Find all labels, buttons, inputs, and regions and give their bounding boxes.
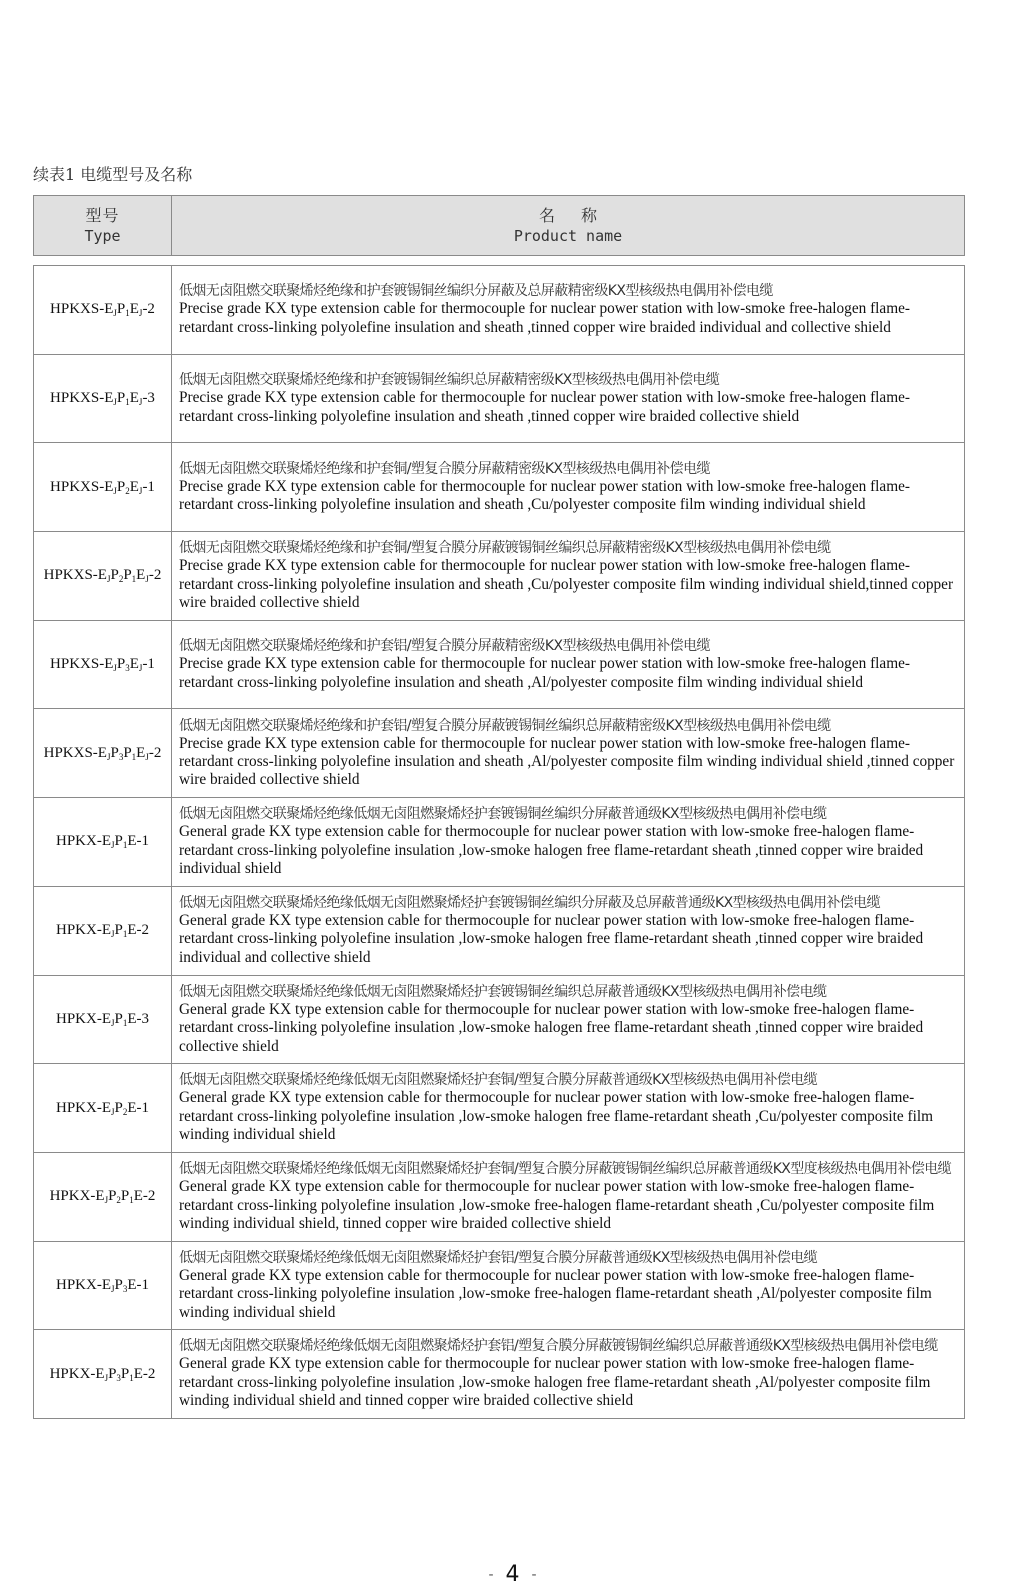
product-name [172,709,965,798]
cable-type-subscript: J [138,308,143,319]
cable-type-subscript: 1 [129,1195,134,1206]
cable-type-text: HPKXS-E [43,744,107,761]
table-row [34,1241,965,1330]
table-row [34,798,965,887]
cable-type-text: -2 [148,567,162,584]
cable-type-text: HPKX-E [55,1099,111,1116]
cable-type-text: P [110,567,119,584]
cable-type-text: P [120,1188,130,1205]
cable-type-text: P [114,833,123,850]
product-name-cn: 低烟无卤阻燃交联聚烯烃绝缘低烟无卤阻燃聚烯烃护套镀锡铜丝编织总屏蔽普通级KX型核级热电偶用补偿电缆 [179,983,827,1000]
product-name-cn: 低烟无卤阻燃交联聚烯烃绝缘低烟无卤阻燃聚烯烃护套铝/塑复合膜分屏蔽镀锡铜丝编织总屏蔽普通级KX型核级热电偶用补偿电缆 [179,1338,938,1355]
cable-type-subscript: J [110,1283,115,1294]
cable-type-text: E-3 [127,1010,150,1027]
cable-type-text: HPKXS-E [43,567,107,584]
cable-type-text: P [116,478,126,495]
cable-type-subscript: 1 [125,308,130,319]
table-row [34,443,965,532]
cable-type-text: P [116,656,126,673]
product-name [172,354,965,443]
cable-type [34,1064,172,1153]
cable-type-text: HPKX-E [55,833,111,850]
cable-type [34,443,172,532]
cable-type-text: P [114,1099,123,1116]
cable-type-subscript: J [106,751,111,762]
product-name-cn: 低烟无卤阻燃交联聚烯烃绝缘低烟无卤阻燃聚烯烃护套铝/塑复合膜分屏蔽普通级KX型核级热电偶用补偿电缆 [179,1249,818,1266]
product-name-cn: 低烟无卤阻燃交联聚烯烃绝缘低烟无卤阻燃聚烯烃护套镀锡铜丝编织分屏蔽普通级KX型核级热电偶用补偿电缆 [179,806,827,823]
cable-type-text: -1 [142,478,155,495]
cable-type [34,1241,172,1330]
product-name [172,1241,965,1330]
cable-type-text: P [110,744,119,761]
table-row [34,532,965,621]
cable-type-text: HPKX-E [55,1276,111,1293]
cable-type [34,532,172,621]
page-footer [0,1562,1025,1587]
product-name-cn: 低烟无卤阻燃交联聚烯烃绝缘和护套铝/塑复合膜分屏蔽镀锡铜丝编织总屏蔽精密级KX型核级热电偶用补偿电缆 [179,717,831,734]
table-row [34,886,965,975]
product-name-cn: 低烟无卤阻燃交联聚烯烃绝缘和护套铜/塑复合膜分屏蔽精密级KX型核级热电偶用补偿电缆 [179,460,710,477]
product-name-en: Precise grade KX type extension cable for thermocouple for nuclear power station with low-smoke free-halogen flame-retardant cross-linking polyolefine insulation and sheath ,tinned copper wire braided individual and collective shield [179,300,911,336]
cable-type-text: HPKX-E [55,1010,111,1027]
product-name-cn: 低烟无卤阻燃交联聚烯烃绝缘低烟无卤阻燃聚烯烃护套铜/塑复合膜分屏蔽普通级KX型核级热电偶用补偿电缆 [179,1072,818,1089]
table-row [34,620,965,709]
product-name [172,1330,965,1419]
cable-type-subscript: 2 [122,1106,128,1117]
cable-type [34,1152,172,1241]
product-name [172,443,965,532]
cable-type-text: -1 [142,656,155,673]
cable-type-text: -3 [142,390,155,407]
cable-type-subscript: 3 [125,663,130,674]
cable-type-text: HPKX-E [49,1365,105,1382]
cable-type-subscript: 1 [122,1017,128,1028]
table-header [33,195,965,256]
product-name [172,620,965,709]
cable-type-text: -2 [148,744,162,761]
cable-type-text: HPKX-E [55,922,111,939]
cable-type-text: P [123,567,132,584]
cable-table [33,265,965,1419]
cable-type-subscript: J [110,1106,115,1117]
cable-type-subscript: J [138,485,143,496]
cable-type [34,1330,172,1419]
table-row [34,1330,965,1419]
cable-type [34,266,172,355]
cable-type [34,886,172,975]
product-name-en: General grade KX type extension cable for thermocouple for nuclear power station with low-smoke free-halogen flame-retardant cross-linking polyolefine insulation ,low-smoke halogen free flame-retardant sheath ,Cu/polyester composite film winding individual shield [179,1089,933,1144]
cable-type [34,798,172,887]
cable-type-subscript: J [113,397,117,408]
page-dash-left: - [488,1567,494,1583]
header-name-cn: 名称 [538,205,623,225]
product-name [172,532,965,621]
product-name-cn: 低烟无卤阻燃交联聚烯烃绝缘低烟无卤阻燃聚烯烃护套镀锡铜丝编织分屏蔽及总屏蔽普通级KX型核级热电偶用补偿电缆 [179,895,880,912]
product-name-en: General grade KX type extension cable for thermocouple for nuclear power station with low-smoke free-halogen flame-retardant cross-linking polyolefine insulation ,low-smoke free-halogen flame-retardant sheath ,Al/polyester composite film winding individual shield [179,1266,932,1321]
cable-type-subscript: 3 [118,751,124,762]
cable-type-text: P [114,1276,123,1293]
cable-type-subscript: 1 [129,1372,134,1383]
product-name [172,886,965,975]
table-row [34,1064,965,1153]
cable-type-text: HPKXS-E [50,390,114,407]
cable-type-subscript: J [104,1372,109,1383]
product-name-en: General grade KX type extension cable for thermocouple for nuclear power station with low-smoke free-halogen flame-retardant cross-linking polyolefine insulation ,low-smoke halogen free flame-retardant sheath ,Al/polyester composite film winding individual shield and tinned copper wire braided collective shield [179,1355,931,1410]
header-type-cn: 型号 [85,205,120,225]
cable-type-text: P [123,744,132,761]
product-name-cn: 低烟无卤阻燃交联聚烯烃绝缘低烟无卤阻燃聚烯烃护套铜/塑复合膜分屏蔽镀锡铜丝编织总屏蔽普通级KX型度核级热电偶用补偿电缆 [179,1161,952,1178]
cable-type-subscript: 2 [116,1195,121,1206]
product-name-en: Precise grade KX type extension cable for thermocouple for nuclear power station with low-smoke free-halogen flame-retardant cross-linking polyolefine insulation and sheath ,Cu/polyester composite film winding individual shield,tinned copper wire braided collective shield [179,557,954,612]
cable-type-text: P [114,1010,123,1027]
product-name-cn: 低烟无卤阻燃交联聚烯烃绝缘和护套铜/塑复合膜分屏蔽镀锡铜丝编织总屏蔽精密级KX型核级热电偶用补偿电缆 [179,540,831,557]
cable-table-body [34,266,965,1419]
product-name [172,1064,965,1153]
cable-type-subscript: 3 [116,1372,121,1383]
cable-type-subscript: 1 [131,751,137,762]
product-name [172,798,965,887]
product-name-en: Precise grade KX type extension cable for thermocouple for nuclear power station with low-smoke free-halogen flame-retardant cross-linking polyolefine insulation and sheath ,Al/polyester composite film winding individual shield ,tinned copper wire braided collective shield [179,734,955,789]
cable-type-subscript: J [145,751,149,762]
product-name-en: General grade KX type extension cable for thermocouple for nuclear power station with low-smoke free-halogen flame-retardant cross-linking polyolefine insulation ,low-smoke halogen free flame-retardant sheath ,tinned copper wire braided individual shield [179,823,924,878]
cable-type-text: -2 [142,301,155,318]
table-caption: 续表1 电缆型号及名称 [33,165,193,184]
cable-type-subscript: 1 [125,397,130,408]
cable-type-subscript: J [110,840,115,851]
product-name-cn: 低烟无卤阻燃交联聚烯烃绝缘和护套铝/塑复合膜分屏蔽精密级KX型核级热电偶用补偿电缆 [179,638,710,655]
cable-type-text: E [129,478,139,495]
cable-type-subscript: J [113,663,117,674]
cable-type-text: P [120,1365,130,1382]
cable-type-text: P [116,390,126,407]
cable-type-subscript: J [113,308,117,319]
cable-type-text: P [108,1365,117,1382]
cable-type-text: E [129,656,139,673]
cable-type-subscript: 1 [131,574,137,585]
product-name-en: General grade KX type extension cable for thermocouple for nuclear power station with low-smoke free-halogen flame-retardant cross-linking polyolefine insulation ,low-smoke halogen free flame-retardant sheath ,tinned copper wire braided collective shield [179,1000,924,1055]
product-name-en: Precise grade KX type extension cable for thermocouple for nuclear power station with low-smoke free-halogen flame-retardant cross-linking polyolefine insulation and sheath ,Al/polyester composite film winding individual shield [179,655,911,691]
cable-type-subscript: J [145,574,149,585]
cable-type-subscript: J [113,485,117,496]
cable-type-subscript: 2 [125,485,130,496]
cable-type-text: E-1 [127,833,150,850]
product-name-en: Precise grade KX type extension cable for thermocouple for nuclear power station with low-smoke free-halogen flame-retardant cross-linking polyolefine insulation and sheath ,tinned copper wire braided collective shield [179,389,911,425]
cable-type-subscript: 1 [122,929,128,940]
product-name-cn: 低烟无卤阻燃交联聚烯烃绝缘和护套镀锡铜丝编织分屏蔽及总屏蔽精密级KX型核级热电偶用补偿电缆 [179,283,773,300]
product-name [172,975,965,1064]
cable-type-text: E-1 [127,1276,150,1293]
cable-type-subscript: 3 [122,1283,128,1294]
cable-type-subscript: 2 [118,574,124,585]
cable-type-text: HPKX-E [49,1188,105,1205]
cable-type-text: HPKXS-E [50,656,114,673]
cable-type-subscript: J [138,663,143,674]
cable-type [34,354,172,443]
product-name-cn: 低烟无卤阻燃交联聚烯烃绝缘和护套镀锡铜丝编织总屏蔽精密级KX型核级热电偶用补偿电缆 [179,372,720,389]
cable-type-text: HPKXS-E [50,301,114,318]
cable-type-text: P [108,1188,117,1205]
cable-type-text: P [116,301,126,318]
cable-type-text: E [136,567,146,584]
cable-type-subscript: J [106,574,111,585]
table-row [34,1152,965,1241]
cable-type-text: E-2 [133,1188,156,1205]
cable-type-subscript: 1 [122,840,128,851]
header-name [172,196,964,255]
cable-type-subscript: J [138,397,143,408]
cable-type-text: E [136,744,146,761]
product-name-en: General grade KX type extension cable for thermocouple for nuclear power station with low-smoke free-halogen flame-retardant cross-linking polyolefine insulation ,low-smoke halogen free flame-retardant sheath ,tinned copper wire braided individual and collective shield [179,912,924,966]
cable-type-text: HPKXS-E [50,478,114,495]
table-row [34,266,965,355]
table-row [34,354,965,443]
product-name [172,266,965,355]
product-name-en: Precise grade KX type extension cable for thermocouple for nuclear power station with low-smoke free-halogen flame-retardant cross-linking polyolefine insulation and sheath ,Cu/polyester composite film winding individual shield [179,477,911,514]
cable-type [34,975,172,1064]
cable-type-text: E-2 [133,1365,156,1382]
header-type [34,196,172,255]
product-name-en: General grade KX type extension cable for thermocouple for nuclear power station with low-smoke free-halogen flame-retardant cross-linking polyolefine insulation ,low-smoke free-halogen flame-retardant sheath ,Cu/polyester composite film winding individual shield, tinned copper wire braided collective shield [179,1178,935,1232]
table-row [34,975,965,1064]
header-type-en: Type [84,226,121,245]
product-name [172,1152,965,1241]
header-name-en: Product name [513,226,623,245]
table-row [34,709,965,798]
cable-type-subscript: J [110,929,115,940]
cable-type [34,620,172,709]
cable-type-text: E-1 [127,1099,150,1116]
page-number: 4 [505,1562,520,1587]
page-dash-right: - [531,1567,537,1583]
cable-type-subscript: J [104,1195,109,1206]
cable-type [34,709,172,798]
cable-type-text: P [114,922,123,939]
cable-type-text: E [129,301,139,318]
cable-type-subscript: J [110,1017,115,1028]
cable-type-text: E [129,390,139,407]
cable-type-text: E-2 [127,922,150,939]
